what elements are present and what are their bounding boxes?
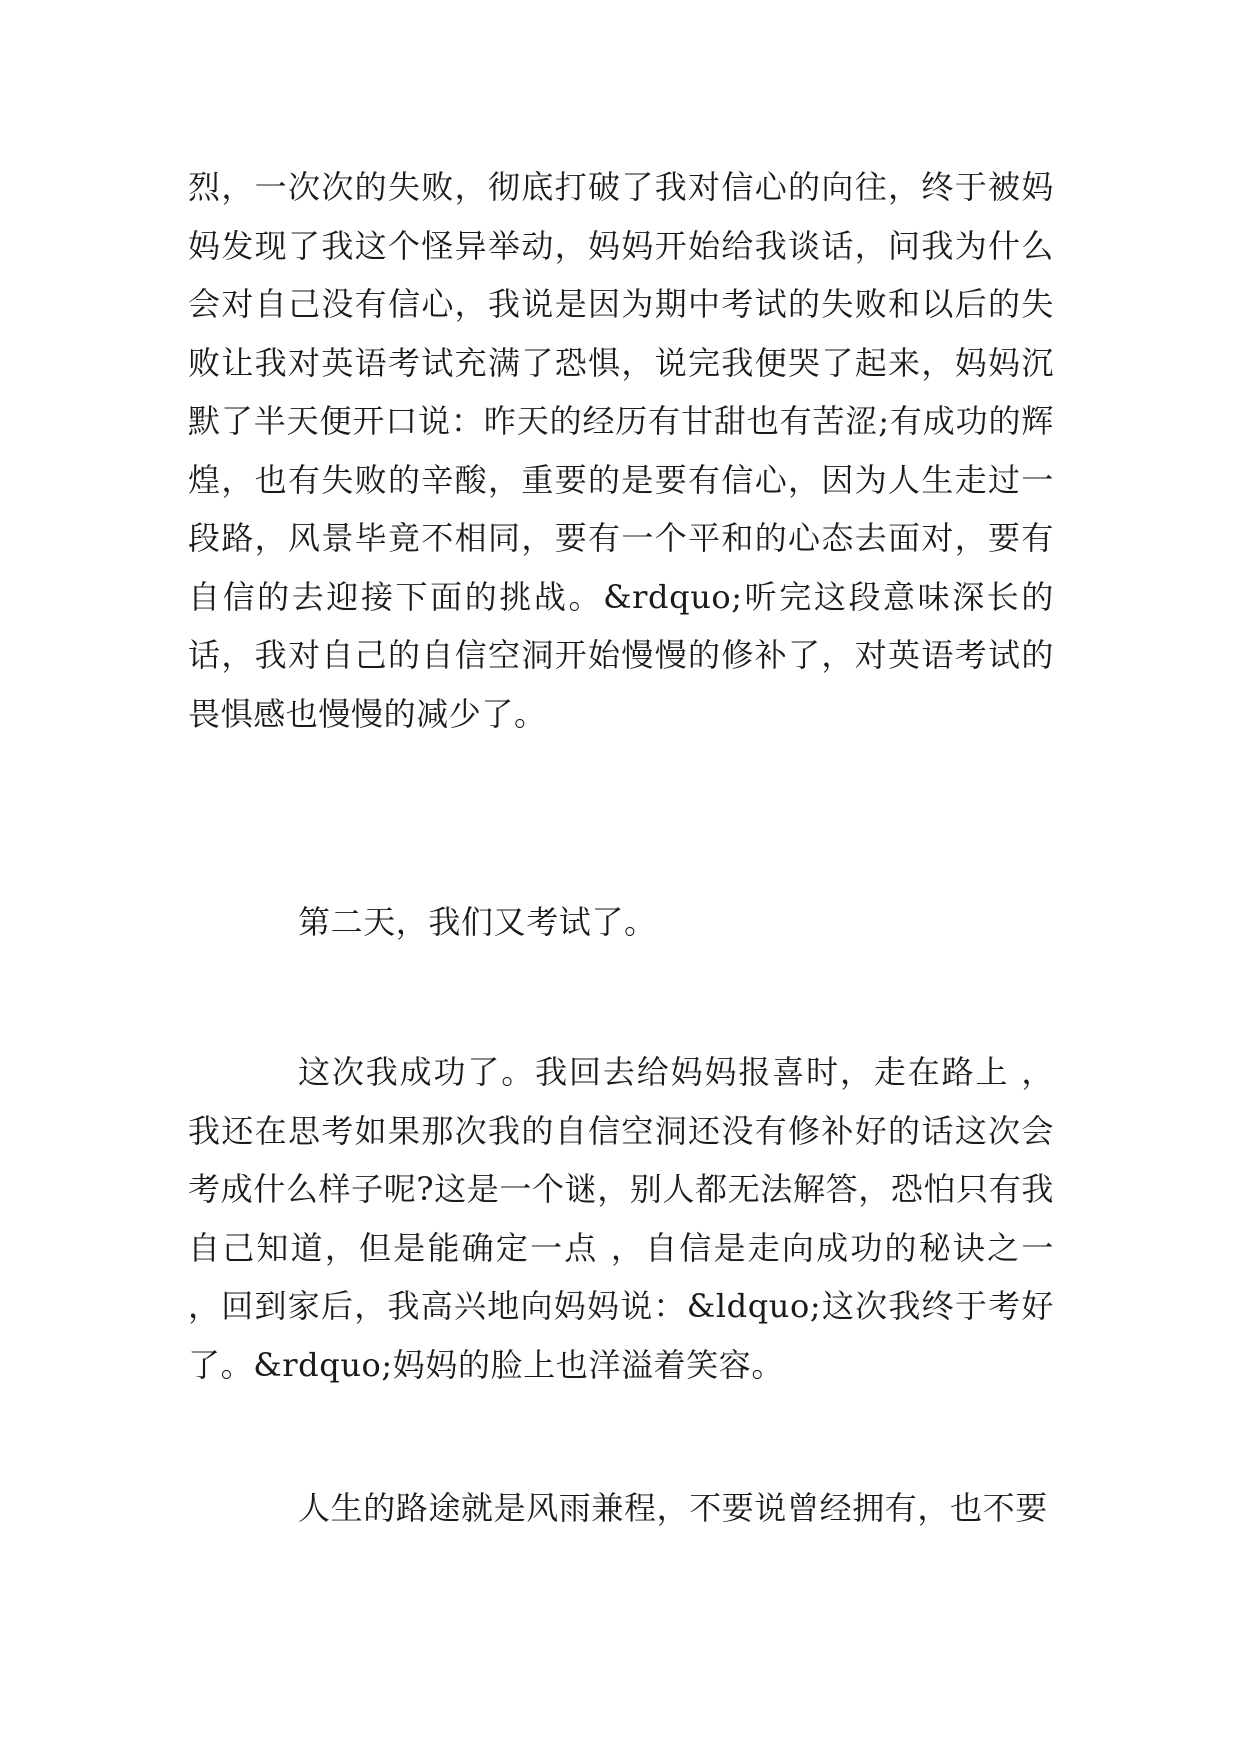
paragraph-success: 这次我成功了。我回去给妈妈报喜时，走在路上 ，我还在思考如果那次我的自信空洞还没有修补好的话这次会考成什么样子呢?这是一个谜，别人都无法解答，恐怕只有我自己知道，但是能确定一点 ，自信是走向成功的秘诀之一 ，回到家后，我高兴地向妈妈说：&ldquo;这次我终于考好了。&rdquo;妈妈的脸上也洋溢着笑容。 xyxy=(188,1053,1054,1384)
paragraph-next-day: 第二天，我们又考试了。 xyxy=(298,903,657,941)
paragraph-life-journey: 人生的路途就是风雨兼程，不要说曾经拥有，也不要 xyxy=(298,1489,1048,1527)
paragraph-continuation: 烈，一次次的失败，彻底打破了我对信心的向往，终于被妈妈发现了我这个怪异举动，妈妈开始给我谈话，问我为什么会对自己没有信心，我说是因为期中考试的失败和以后的失败让我对英语考试充满了恐惧，说完我便哭了起来，妈妈沉默了半天便开口说：昨天的经历有甘甜也有苦涩;有成功的辉煌，也有失败的辛酸，重要的是要有信心，因为人生走过一段路，风景毕竟不相同，要有一个平和的心态去面对，要有自信的去迎接下面的挑战。&rdquo;听完这段意味深长的话，我对自己的自信空洞开始慢慢的修补了，对英语考试的畏惧感也慢慢的减少了。 xyxy=(188,168,1054,733)
